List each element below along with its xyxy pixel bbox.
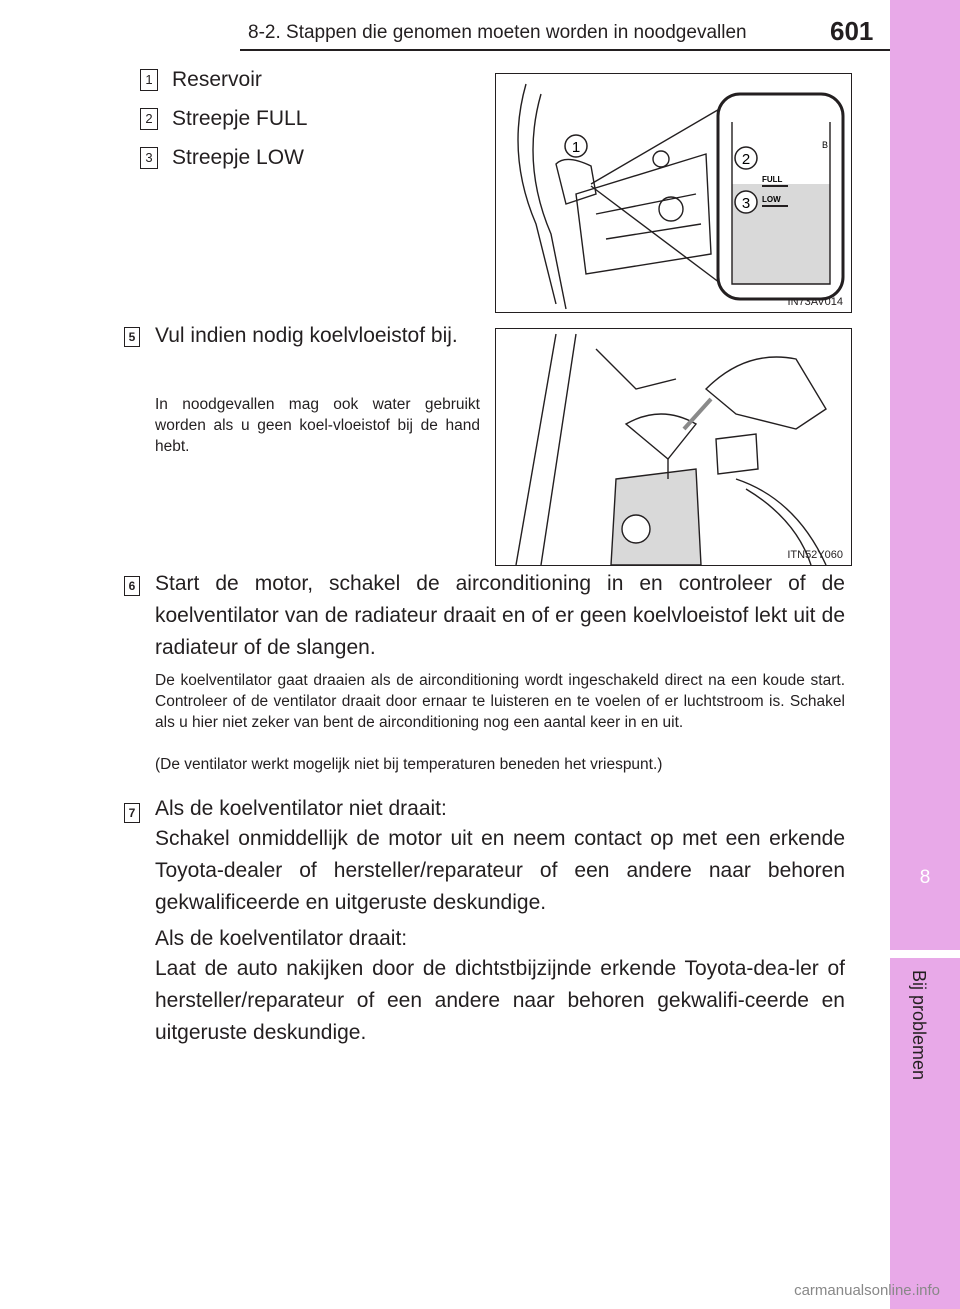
callout-3 — [735, 191, 757, 213]
figure-code: ITN52Y060 — [787, 549, 843, 561]
legend-label: Streepje FULL — [172, 107, 308, 130]
step-6-text: Start de motor, schakel de airconditioning in en controleer of de koelventilator van de radiateur draait en of er geen koelvloeistof lekt uit de radiateur of de slangen. — [155, 572, 845, 659]
step-7-condition-not-running: Als de koelventilator niet draait: — [155, 797, 447, 820]
step-5-text: Vul indien nodig koelvloeistof bij. — [155, 324, 458, 347]
legend-item-low-mark — [140, 146, 304, 170]
running-header: 8-2. Stappen die genomen moeten worden in noodgevallen — [248, 22, 747, 43]
chapter-side-tab — [890, 0, 960, 1309]
figure-filling-coolant — [495, 328, 852, 566]
page-number: 601 — [830, 16, 874, 46]
legend-number: 2 — [140, 108, 158, 130]
filling-illustration — [496, 329, 851, 565]
legend-label: Reservoir — [172, 68, 262, 91]
step-6-note: De koelventilator gaat draaien als de airconditioning wordt ingeschakeld direct na een koude start. Controleer of de ventilator draait door ernaar te luisteren en te voelen of er luchtstroom is. Schakel als u hier niet zeker van bent de airconditioning nog een aantal keer in en uit. — [155, 672, 845, 731]
callout-label: 1 — [571, 139, 581, 156]
watermark: carmanualsonline.info — [794, 1282, 940, 1299]
legend-label: Streepje LOW — [172, 146, 304, 169]
step-7-action-running: Laat de auto nakijken door de dichtstbijzijnde erkende Toyota-dea-ler of hersteller/reparateur of een andere naar behoren gekwalifi-ceerde en uitgeruste deskundige. — [155, 957, 845, 1044]
step-6-note-freezing: (De ventilator werkt mogelijk niet bij temperaturen beneden het vriespunt.) — [155, 756, 663, 773]
header-divider — [240, 49, 890, 51]
step-number-7: 7 — [124, 803, 140, 823]
step-number-5: 5 — [124, 327, 140, 347]
step-5-note: In noodgevallen mag ook water gebruikt worden als u geen koel-vloeistof bij de hand hebt. — [155, 396, 480, 455]
callout-1 — [565, 135, 587, 157]
mark-full: FULL — [762, 175, 783, 184]
figure-coolant-reservoir — [495, 73, 852, 313]
callout-2 — [735, 147, 757, 169]
legend-item-full-mark — [140, 107, 307, 131]
tab-divider — [890, 950, 960, 958]
reservoir-illustration — [496, 74, 851, 312]
callout-label: 3 — [741, 195, 751, 212]
mark-low: LOW — [762, 195, 781, 204]
figure-code: IN73AV014 — [787, 296, 843, 308]
legend-item-reservoir — [140, 68, 262, 92]
mark-b: B — [822, 140, 829, 150]
step-7-condition-running: Als de koelventilator draait: — [155, 927, 408, 950]
legend-number: 1 — [140, 69, 158, 91]
callout-label: 2 — [741, 151, 751, 168]
step-7-action-not-running: Schakel onmiddellijk de motor uit en neem contact op met een erkende Toyota-dealer of hersteller/reparateur of een andere naar behoren gekwalificeerde en uitgeruste deskundige. — [155, 827, 845, 914]
legend-number: 3 — [140, 147, 158, 169]
chapter-number: 8 — [919, 867, 931, 888]
step-number-6: 6 — [124, 576, 140, 596]
chapter-title: Bij problemen — [909, 970, 929, 1081]
